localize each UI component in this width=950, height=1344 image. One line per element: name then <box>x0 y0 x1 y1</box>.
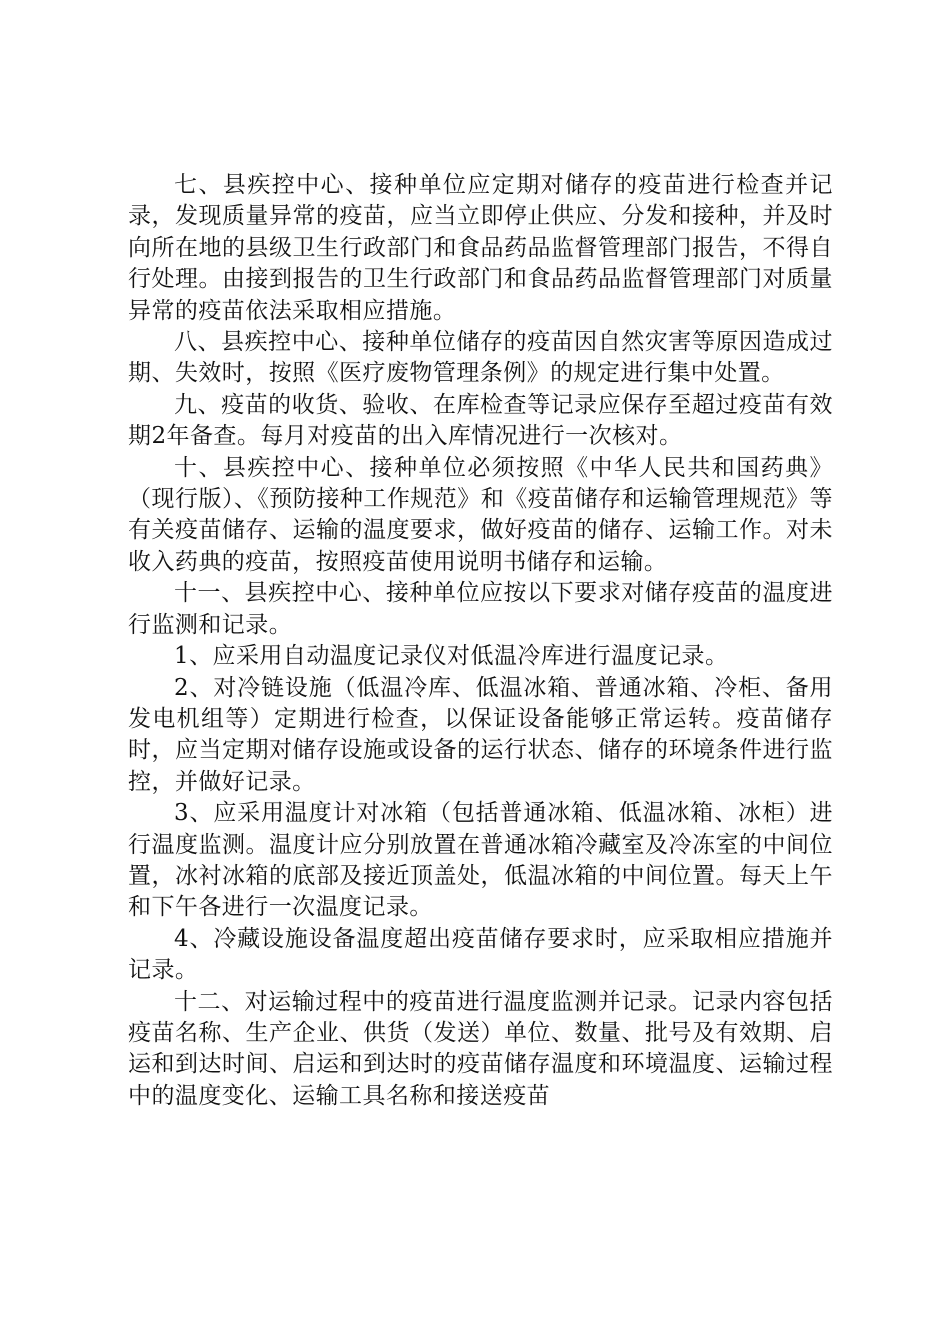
paragraph-twelve: 十二、对运输过程中的疫苗进行温度监测并记录。记录内容包括疫苗名称、生产企业、供货（发送）单位、数量、批号及有效期、启运和到达时间、启运和到达时的疫苗储存温度和环境温度、运输过程中的温度变化、运输工具名称和接送疫苗 <box>128 988 833 1109</box>
paragraph-eleven-item-2: 2、对冷链设施（低温冷库、低温冰箱、普通冰箱、冷柜、备用发电机组等）定期进行检查，以保证设备能够正常运转。疫苗储存时，应当定期对储存设施或设备的运行状态、储存的环境条件进行监控，并做好记录。 <box>128 674 833 795</box>
paragraph-eight: 八、县疾控中心、接种单位储存的疫苗因自然灾害等原因造成过期、失效时，按照《医疗废物管理条例》的规定进行集中处置。 <box>128 329 833 387</box>
paragraph-eleven-item-1: 1、应采用自动温度记录仪对低温冷库进行温度记录。 <box>174 643 729 670</box>
paragraph-eleven-item-3: 3、应采用温度计对冰箱（包括普通冰箱、低温冰箱、冰柜）进行温度监测。温度计应分别放置在普通冰箱冷藏室及冷冻室的中间位置，冰衬冰箱的底部及接近顶盖处，低温冰箱的中间位置。每天上午和下午各进行一次温度记录。 <box>128 800 833 921</box>
paragraph-ten: 十、县疾控中心、接种单位必须按照《中华人民共和国药典》（现行版）、《预防接种工作规范》和《疫苗储存和运输管理规范》等有关疫苗储存、运输的温度要求，做好疫苗的储存、运输工作。对未收入药典的疫苗，按照疫苗使用说明书储存和运输。 <box>128 454 833 575</box>
document-body <box>128 170 833 1112</box>
paragraph-nine: 九、疫苗的收货、验收、在库检查等记录应保存至超过疫苗有效期2年备查。每月对疫苗的出入库情况进行一次核对。 <box>128 391 833 450</box>
paragraph-eleven: 十一、县疾控中心、接种单位应按以下要求对储存疫苗的温度进行监测和记录。 <box>128 580 833 638</box>
paragraph-seven: 七、县疾控中心、接种单位应定期对储存的疫苗进行检查并记录，发现质量异常的疫苗，应当立即停止供应、分发和接种，并及时向所在地的县级卫生行政部门和食品药品监督管理部门报告，不得自行处理。由接到报告的卫生行政部门和食品药品监督管理部门对质量异常的疫苗依法采取相应措施。 <box>128 172 833 324</box>
paragraph-eleven-item-4: 4、冷藏设施设备温度超出疫苗储存要求时，应采取相应措施并记录。 <box>128 925 833 984</box>
